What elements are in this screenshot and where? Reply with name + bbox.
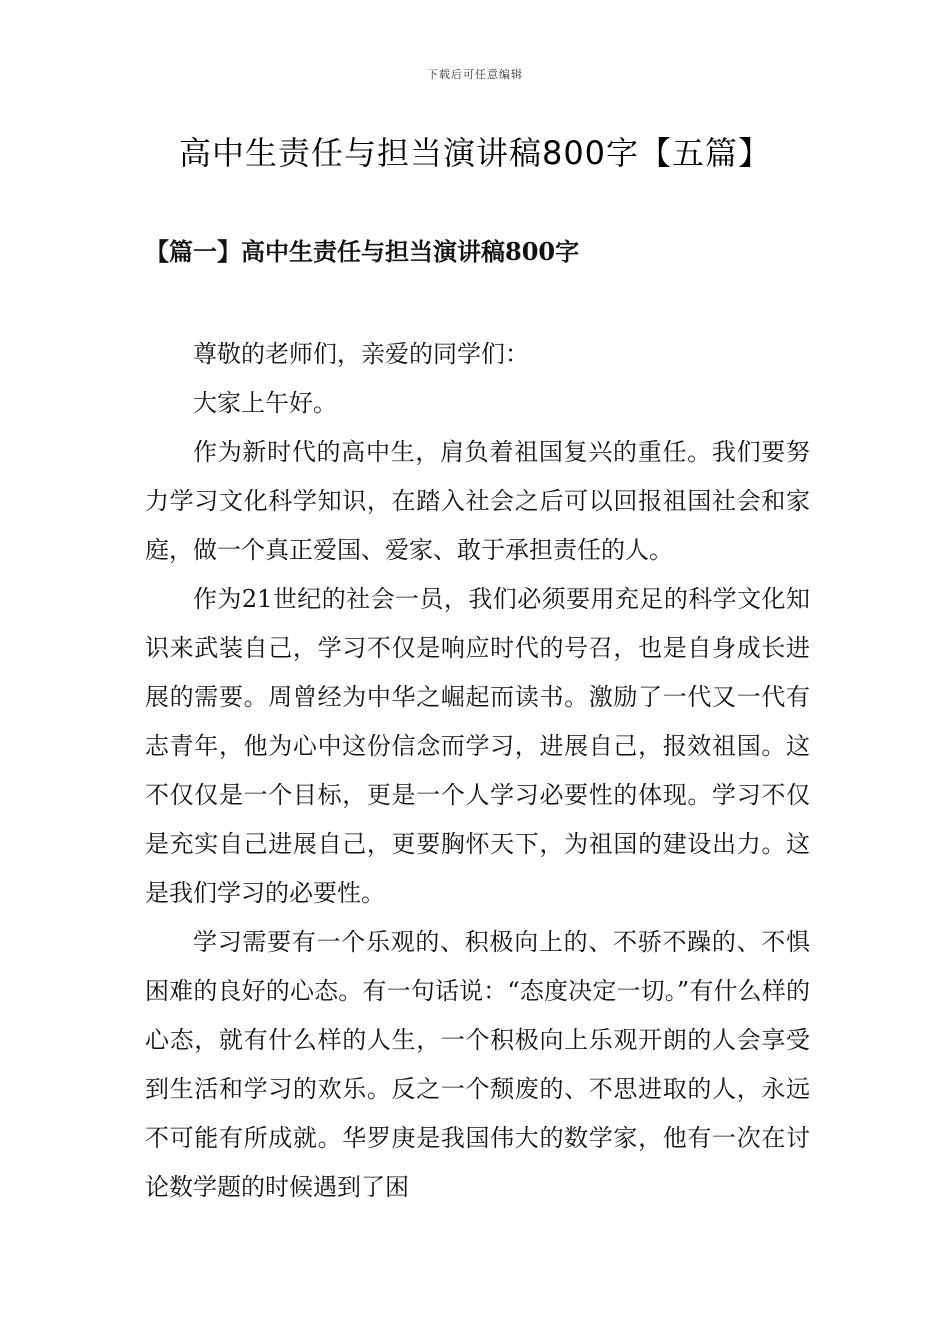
header-note: 下载后可任意编辑 (427, 68, 523, 81)
paragraph-greeting: 大家上午好。 (193, 389, 337, 417)
paragraph: 作为新时代的高中生，肩负着祖国复兴的重任。我们要努力学习文化科学知识，在踏入社会之后可以回报祖国社会和家庭，做一个真正爱国、爱家、敢于承担责任的人。 (145, 438, 810, 564)
paragraph: 学习需要有一个乐观的、积极向上的、不骄不躁的、不惧困难的良好的心态。有一句话说：“态度决定一切。”有什么样的心态，就有什么样的人生，一个积极向上乐观开朗的人会享受到生活和学习的欢乐。反之一个颓废的、不思进取的人，永远不可能有所成就。华罗庚是我国伟大的数学家，他有一次在讨论数学题的时候遇到了困 (145, 928, 810, 1201)
body-text (145, 330, 810, 1212)
paragraph-salutation: 尊敬的老师们，亲爱的同学们： (193, 340, 529, 368)
paragraph: 作为21世纪的社会一员，我们必须要用充足的科学文化知识来武装自己，学习不仅是响应时代的号召，也是自身成长进展的需要。周曾经为中华之崛起而读书。激励了一代又一代有志青年，他为心中这份信念而学习，进展自己，报效祖国。这不仅仅是一个目标，更是一个人学习必要性的体现。学习不仅是充实自己进展自己，更要胸怀天下，为祖国的建设出力。这是我们学习的必要性。 (145, 585, 810, 907)
section-heading: 【篇一】高中生责任与担当演讲稿800字 (145, 237, 580, 266)
document-title: 高中生责任与担当演讲稿800字【五篇】 (178, 134, 772, 172)
